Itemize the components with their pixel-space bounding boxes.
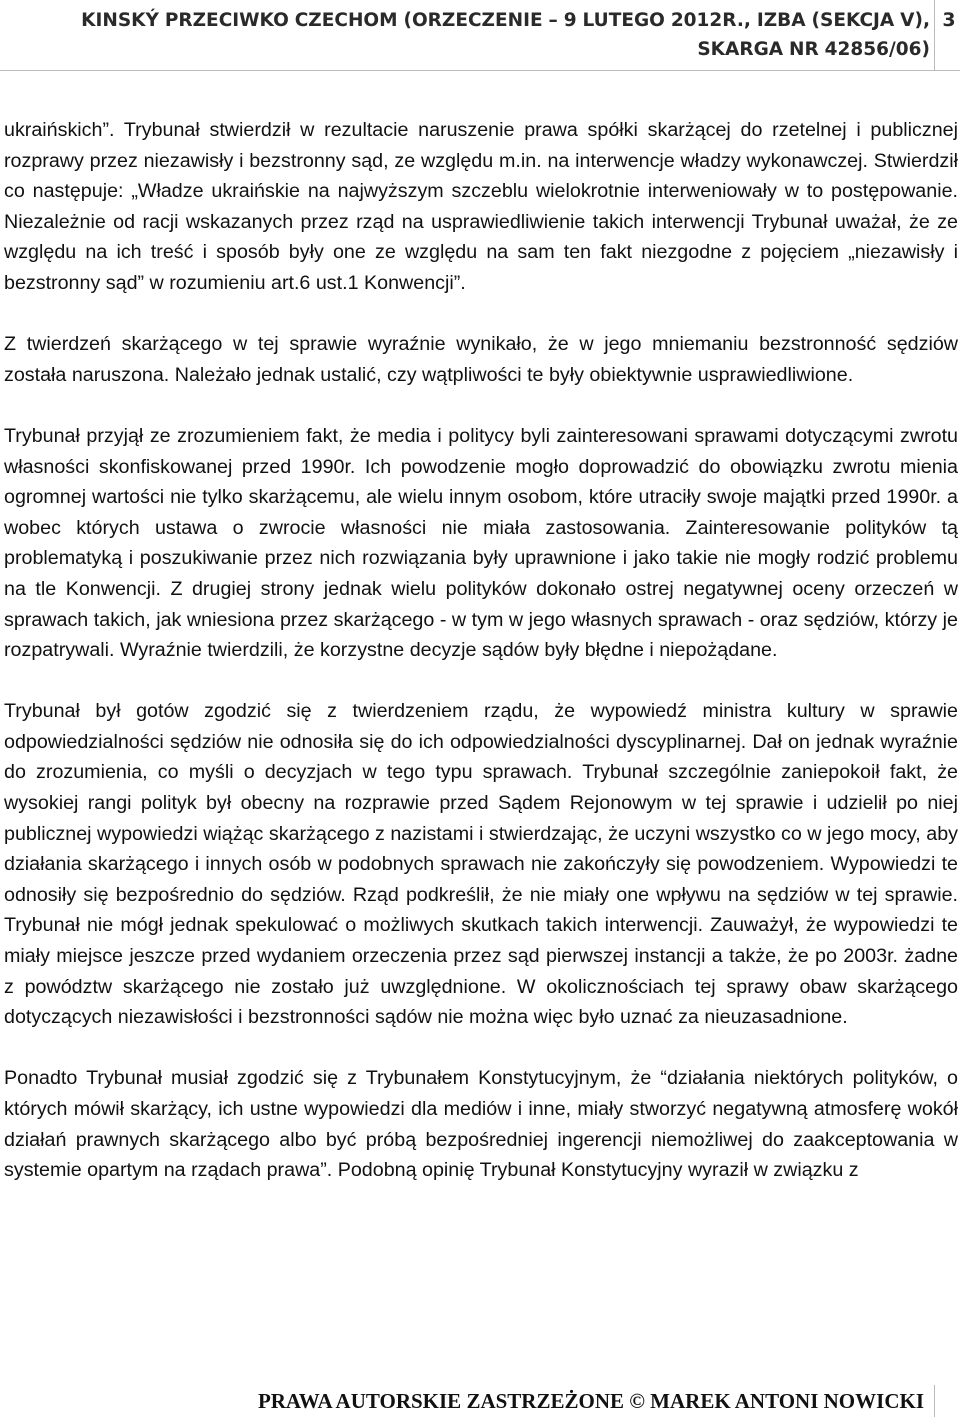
header-rule — [0, 70, 960, 71]
paragraph-4: Trybunał był gotów zgodzić się z twierdzeniem rządu, że wypowiedź ministra kultury w sprawie odpowiedzialności sędziów nie odnosiła się do ich odpowiedzialności dyscyplinarnej. Dał on jednak wyraźnie do zrozumienia, co myśli o decyzjach w tego typu sprawach. Trybunał szczególnie zaniepokoił fakt, że wysokiej rangi polityk był obecny na rozprawie przed Sądem Rejonowym w tej sprawie i udzielił po niej publicznej wypowiedzi wiążąc skarżącego z nazistami i stwierdzając, że uczyni wszystko co w jego mocy, aby działania skarżącego i innych osób w podobnych sprawach nie zakończyły się powodzeniem. Wypowiedzi te odnosiły się bezpośrednio do sędziów. Rząd podkreślił, że nie miały one wpływu na sędziów w tej sprawie. Trybunał nie mógł jednak spekulować o możliwych skutkach takich interwencji. Zauważył, że wypowiedzi te miały miejsce jeszcze przed wydaniem orzeczenia przez sąd pierwszej instancji a także, że po 2003r. żadne z powództw skarżącego nie zostało już uwzględnione. W okolicznościach tej sprawy obaw skarżącego dotyczących niezawisłości i bezstronności sądów nie można więc było uznać za nieuzasadnione. — [4, 700, 958, 1029]
page-number: 3 — [942, 9, 956, 31]
page-footer — [0, 1385, 960, 1417]
footer-divider — [934, 1385, 935, 1417]
page-header — [0, 0, 960, 70]
document-body — [4, 115, 958, 1216]
paragraph-2: Z twierdzeń skarżącego w tej sprawie wyraźnie wynikało, że w jego mniemaniu bezstronność sędziów została naruszona. Należało jednak ustalić, czy wątpliwości te były obiektywnie usprawiedliwione. — [4, 333, 958, 386]
paragraph-1: ukraińskich”. Trybunał stwierdził w rezultacie naruszenie prawa spółki skarżącej do rzetelnej i publicznej rozprawy przez niezawisły i bezstronny sąd, ze względu m.in. na interwencje władzy wykonawczej. Stwierdził co następuje: „Władze ukraińskie na najwyższym szczeblu wielokrotnie interweniowały w to postępowanie. Niezależnie od racji wskazanych przez rząd na usprawiedliwienie takich interwencji Trybunał uważał, że ze względu na ich treść i sposób były one ze względu na sam ten fakt niezgodne z pojęciem „niezawisły i bezstronny sąd” w rozumieniu art.6 ust.1 Konwencji”. — [4, 119, 958, 294]
paragraph-3: Trybunał przyjął ze zrozumieniem fakt, że media i politycy byli zainteresowani sprawami dotyczącymi zwrotu własności skonfiskowanej przed 1990r. Ich powodzenie mogło doprowadzić do obowiązku zwrotu mienia ogromnej wartości nie tylko skarżącemu, ale wielu innym osobom, które utraciły swoje majątki przed 1990r. a wobec których ustawa o zwrocie własności nie miała zastosowania. Zainteresowanie polityków tą problematyką i poszukiwanie przez nich rozwiązania były uprawnione i jako takie nie mogły rodzić problemu na tle Konwencji. Z drugiej strony jednak wielu polityków dokonało ostrej negatywnej oceny orzeczeń w sprawach takich, jak wniesiona przez skarżącego - w tym w jego własnych sprawach - oraz sędziów, którzy je rozpatrywali. Wyraźnie twierdzili, że korzystne decyzje sądów były błędne i niepożądane. — [4, 424, 958, 662]
document-title: KINSKÝ PRZECIWKO CZECHOM (ORZECZENIE – 9 LUTEGO 2012R., IZBA (SEKCJA V), SKARGA NR 42856/06) — [81, 10, 930, 60]
header-divider — [934, 0, 935, 70]
paragraph-5: Ponadto Trybunał musiał zgodzić się z Trybunałem Konstytucyjnym, że “działania niektórych polityków, o których mówił skarżący, ich ustne wypowiedzi dla mediów i inne, miały stworzyć negatywną atmosferę wokół działań prawnych skarżącego albo być próbą bezpośredniej ingerencji niemożliwej do zaakceptowania w systemie opartym na rządach prawa”. Podobną opinię Trybunał Konstytucyjny wyraził w związku z — [4, 1067, 958, 1182]
copyright-notice: PRAWA AUTORSKIE ZASTRZEŻONE © MAREK ANTONI NOWICKI — [257, 1389, 924, 1413]
